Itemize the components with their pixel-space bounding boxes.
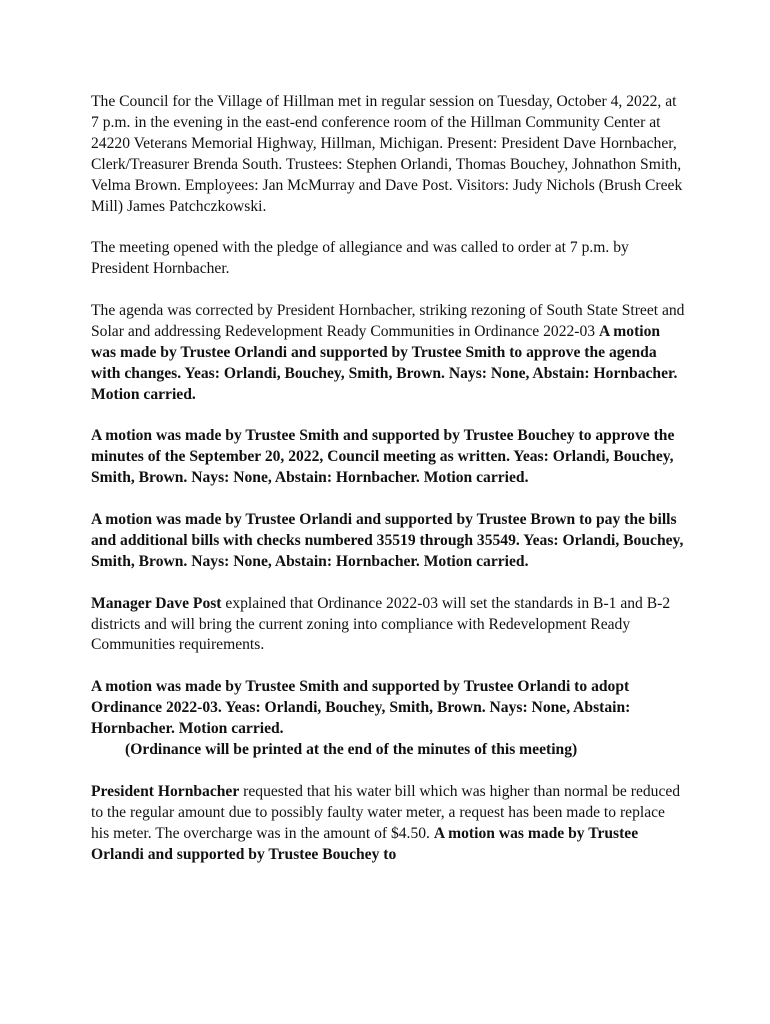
ordinance-motion-paragraph — [91, 677, 687, 761]
ordinance-motion: A motion was made by Trustee Smith and supported by Trustee Orlandi to adopt Ordinance 2022-03. Yeas: Orlandi, Bouchey, Smith, Brown. Nays: None, Abstain: Hornbacher. Motion carried. — [91, 678, 631, 738]
president-name: President Hornbacher — [91, 782, 240, 800]
bills-motion: A motion was made by Trustee Orlandi and supported by Trustee Brown to pay the bills and additional bills with checks numbered 35519 through 35549. Yeas: Orlandi, Bouchey, Smith, Brown. Nays: None, Abstain: Hornbacher. Motion carried. — [91, 511, 684, 570]
agenda-motion: A motion was made by Trustee Orlandi and supported by Trustee Smith to approve the agenda with changes. Yeas: Orlandi, Bouchey, Smith, Brown. Nays: None, Abstain: Hornbacher. Motion carried. — [91, 322, 678, 403]
water-bill-motion: A motion was made by Trustee Orlandi and supported by Trustee Bouchey to — [91, 824, 639, 863]
agenda-paragraph — [91, 301, 687, 406]
minutes-motion: A motion was made by Trustee Smith and supported by Trustee Bouchey to approve the minutes of the September 20, 2022, Council meeting as written. Yeas: Orlandi, Bouchey, Smith, Brown. Nays: None, Abstain: Hornbacher. Motion carried. — [91, 427, 675, 487]
minutes-page — [91, 92, 687, 865]
minutes-motion-paragraph — [91, 426, 687, 489]
opening-paragraph: The meeting opened with the pledge of allegiance and was called to order at 7 p.m. by President Hornbacher. — [91, 239, 629, 278]
manager-report-paragraph — [91, 594, 687, 657]
ordinance-note: (Ordinance will be printed at the end of the minutes of this meeting) — [125, 741, 578, 758]
manager-report-text: explained that Ordinance 2022-03 will set the standards in B-1 and B-2 districts and will bring the current zoning into compliance with Redevelopment Ready Communities requirements. — [91, 594, 671, 654]
water-bill-paragraph — [91, 782, 687, 866]
bills-motion-paragraph — [91, 510, 687, 573]
attendance-paragraph: The Council for the Village of Hillman met in regular session on Tuesday, October 4, 2022, at 7 p.m. in the evening in the east-end conference room of the Hillman Community Center at 24220 Veterans Memorial Highway, Hillman, Michigan. Present: President Dave Hornbacher, Clerk/Treasurer Brenda South. Trustees: Stephen Orlandi, Thomas Bouchey, Johnathon Smith, Velma Brown. Employees: Jan McMurray and Dave Post. Visitors: Judy Nichols (Brush Creek Mill) James Patchczkowski. — [91, 93, 683, 215]
water-bill-text: requested that his water bill which was higher than normal be reduced to the regular amount due to possibly faulty water meter, a request has been made to replace his meter. The overcharge was in the amount of $4.50. — [91, 782, 681, 842]
manager-name: Manager Dave Post — [91, 594, 222, 612]
agenda-text: The agenda was corrected by President Hornbacher, striking rezoning of South State Street and Solar and addressing Redevelopment Ready Communities in Ordinance 2022-03 — [91, 302, 685, 340]
